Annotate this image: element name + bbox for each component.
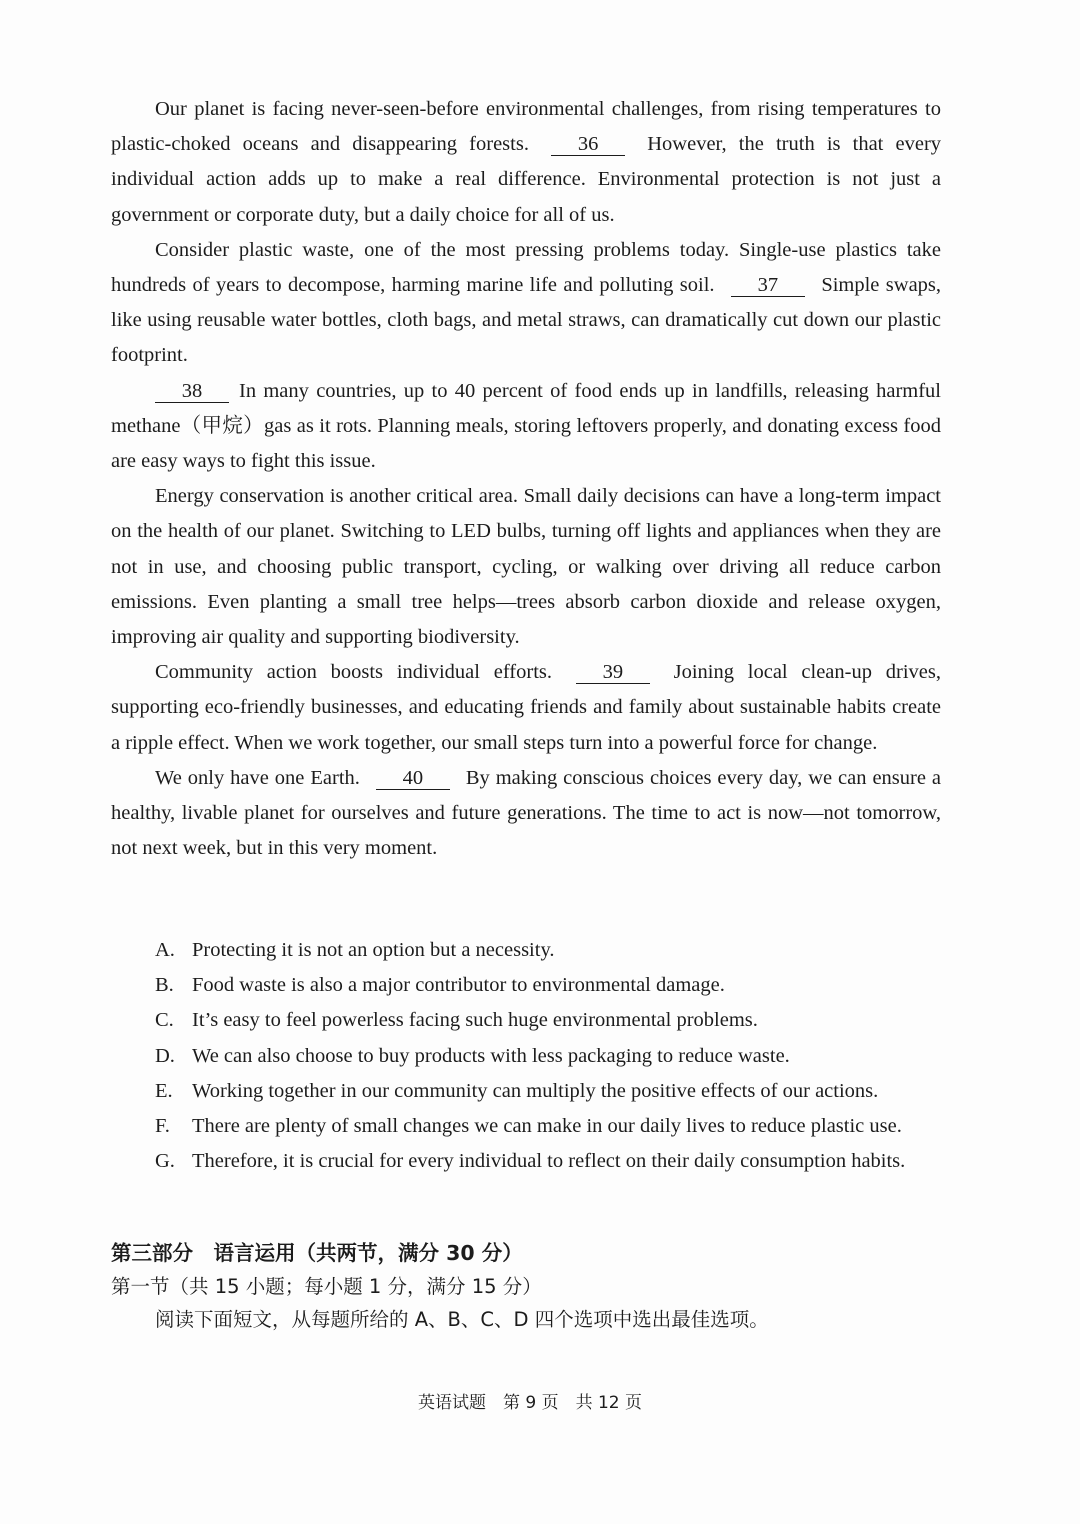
paragraph-text: Joining local clean-up drives, supporting eco-friendly businesses, and educating friends and family about sustainable habits create a ripple effect. When we work together, our small steps turn into a powerful force for change.: [111, 661, 941, 754]
option-text: We can also choose to buy products with less packaging to reduce waste.: [192, 1044, 790, 1067]
option-letter: E.: [155, 1079, 173, 1102]
paragraph-text: However, the truth is that every individual action adds up to make a real difference. Environmental protection is not just a government or corporate duty, but a daily choice for all of us.: [111, 133, 942, 226]
blank-40: 40: [376, 767, 450, 790]
paragraph-text: Our planet is facing never-seen-before environmental challenges, from rising temperatures to plastic-choked oceans and disappearing forests.: [111, 98, 941, 156]
option-letter: C.: [155, 1009, 174, 1032]
passage-paragraph-6: [111, 761, 941, 867]
paragraph-text: Simple swaps, like using reusable water bottles, cloth bags, and metal straws, can dramatically cut down our plastic footprint.: [111, 274, 942, 367]
paragraph-text: By making conscious choices every day, we can ensure a healthy, livable planet for ourselves and future generations. The time to act is now—not tomorrow, not next week, but in this very moment.: [111, 766, 942, 860]
option-letter: D.: [155, 1044, 175, 1067]
reading-passage: [111, 92, 941, 866]
option-text: Food waste is also a major contributor to environmental damage.: [192, 974, 725, 997]
option-text: Therefore, it is crucial for every individual to reflect on their daily consumption habits.: [192, 1150, 906, 1173]
option-text: There are plenty of small changes we can make in our daily lives to reduce plastic use.: [192, 1115, 902, 1138]
option-letter: B.: [155, 974, 174, 997]
passage-paragraph-1: [111, 92, 941, 233]
option-f: [155, 1109, 955, 1144]
option-g: [155, 1144, 955, 1179]
option-a: [155, 933, 955, 968]
option-letter: A.: [155, 939, 175, 961]
paragraph-text: Consider plastic waste, one of the most pressing problems today. Single-use plastics take hundreds of years to decompose, harming marine life and polluting soil.: [111, 238, 941, 297]
section-subtitle: 第一节（共 15 小题；每小题 1 分，满分 15 分）: [111, 1275, 542, 1298]
option-c: [155, 1003, 955, 1038]
paragraph-text: Community action boosts individual efforts.: [155, 661, 553, 684]
blank-39: 39: [576, 661, 650, 684]
option-text: It’s easy to feel powerless facing such huge environmental problems.: [192, 1009, 758, 1032]
paragraph-text: Energy conservation is another critical area. Small daily decisions can have a long-term impact on the health of our planet. Switching to LED bulbs, turning off lights and appliances when they are not in use, and choosing public transport, cycling, or walking over driving all reduce carbon emissions. Even planting a small tree helps—trees absorb carbon dioxide and release oxygen, improving air quality and supporting biodiversity.: [111, 485, 941, 649]
blank-37: 37: [731, 274, 805, 297]
option-text: Working together in our community can multiply the positive effects of our actions.: [192, 1079, 879, 1102]
answer-options: [155, 933, 955, 1179]
option-letter: F.: [155, 1115, 170, 1138]
passage-paragraph-3: [111, 374, 941, 480]
section-title: 第三部分 语言运用（共两节，满分 30 分）: [111, 1241, 523, 1265]
blank-38: 38: [155, 380, 229, 403]
paragraph-text: In many countries, up to 40 percent of food ends up in landfills, releasing harmful methane（甲烷）gas as it rots. Planning meals, storing leftovers properly, and donating excess food are easy ways to fight this issue.: [111, 379, 941, 473]
section-instruction: 阅读下面短文，从每题所给的 A、B、C、D 四个选项中选出最佳选项。: [155, 1308, 769, 1331]
option-d: [155, 1039, 955, 1074]
passage-paragraph-5: [111, 655, 941, 761]
page-footer: 英语试题 第 9 页 共 12 页: [417, 1393, 643, 1413]
section-three: [111, 1237, 941, 1336]
paragraph-text: We only have one Earth.: [155, 766, 360, 789]
option-e: [155, 1074, 955, 1109]
passage-paragraph-2: [111, 233, 941, 374]
passage-paragraph-4: [111, 479, 941, 655]
option-b: [155, 968, 955, 1003]
option-letter: G.: [155, 1150, 175, 1173]
option-text: Protecting it is not an option but a necessity.: [192, 939, 555, 961]
blank-36: 36: [551, 133, 625, 156]
